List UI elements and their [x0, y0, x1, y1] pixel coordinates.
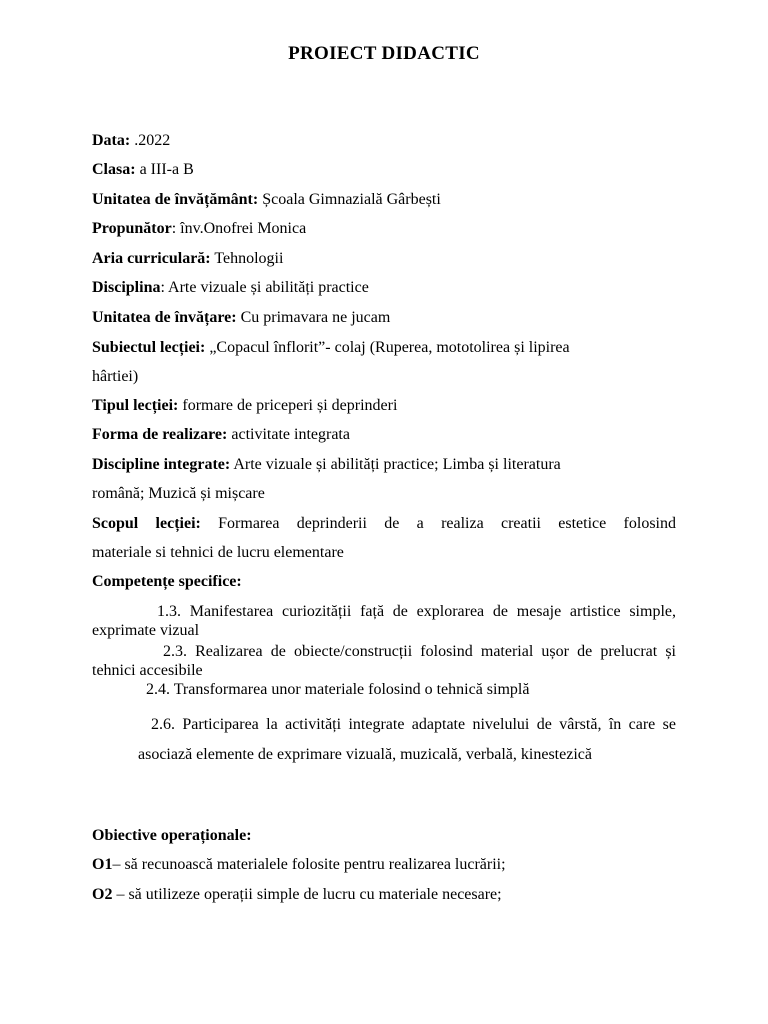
- field-aria-value: Tehnologii: [210, 250, 284, 267]
- field-data-value: .2022: [130, 132, 171, 149]
- field-unitatea-invatare: [92, 309, 390, 327]
- competenta-item: 2.3. Realizarea de obiecte/construcții folosind material ușor de prelucrat și tehnici accesibile: [92, 643, 676, 679]
- field-unitatea-invatamant: [92, 191, 441, 209]
- field-discipline-integrate-label: Discipline integrate:: [92, 456, 231, 473]
- obiectiv-text: – să utilizeze operații simple de lucru cu materiale necesare;: [112, 886, 502, 903]
- field-propunator-value: : înv.Onofrei Monica: [171, 220, 307, 237]
- field-tipul-label: Tipul lecției:: [92, 397, 179, 414]
- field-unitatea-invatare-label: Unitatea de învățare:: [92, 309, 237, 326]
- field-propunator-label: Propunător: [92, 220, 172, 237]
- field-disciplina: [92, 279, 369, 297]
- field-forma-label: Forma de realizare:: [92, 426, 228, 443]
- obiectiv-text: – să recunoască materialele folosite pentru realizarea lucrării;: [112, 856, 506, 873]
- field-forma: [92, 426, 350, 444]
- field-disciplina-value: : Arte vizuale și abilități practice: [160, 279, 369, 296]
- field-aria-label: Aria curriculară:: [92, 250, 211, 267]
- field-subiectul-value: „Copacul înflorit”- colaj (Ruperea, mototolirea și lipirea: [205, 339, 570, 356]
- field-clasa-value: a III-a B: [135, 161, 194, 178]
- competenta-item: 2.6. Participarea la activități integrate adaptate nivelului de vârstă, în care se asociază elemente de exprimare vizuală, muzicală, verbală, kinestezică: [138, 716, 676, 763]
- field-discipline-integrate-value: Arte vizuale și abilități practice; Limba și literatura: [230, 456, 561, 473]
- field-clasa-label: Clasa:: [92, 161, 136, 178]
- obiective-heading: Obiective operaționale:: [92, 827, 252, 844]
- field-propunator: [92, 220, 306, 238]
- field-unitatea-invatamant-label: Unitatea de învățământ:: [92, 191, 259, 208]
- field-discipline-integrate-cont: română; Muzică și mișcare: [92, 485, 265, 502]
- obiectiv-code: O2: [92, 886, 113, 903]
- field-discipline-integrate: [92, 456, 561, 474]
- field-tipul-value: formare de priceperi și deprinderi: [178, 397, 398, 414]
- competenta-item: 1.3. Manifestarea curiozității față de explorarea de mesaje artistice simple, exprimate vizual: [92, 603, 676, 639]
- obiectiv-item: [92, 856, 506, 874]
- competente-heading: Competențe specifice:: [92, 573, 242, 590]
- field-subiectul: [92, 339, 570, 357]
- field-disciplina-label: Disciplina: [92, 279, 161, 296]
- field-data-label: Data:: [92, 132, 131, 149]
- field-aria: [92, 250, 283, 268]
- obiectiv-code: O1: [92, 856, 113, 873]
- field-data: [92, 132, 170, 150]
- field-unitatea-invatare-value: Cu primavara ne jucam: [236, 309, 391, 326]
- field-scopul: [92, 515, 676, 533]
- page-title: PROIECT DIDACTIC: [288, 43, 480, 64]
- competenta-item: 2.4. Transformarea unor materiale folosind o tehnică simplă: [146, 681, 530, 698]
- field-scopul-value: Formarea deprinderii de a realiza creatii estetice folosind: [200, 515, 676, 532]
- field-subiectul-label: Subiectul lecției:: [92, 339, 206, 356]
- field-subiectul-cont: hârtiei): [92, 368, 139, 385]
- field-tipul: [92, 397, 397, 415]
- field-unitatea-invatamant-value: Școala Gimnazială Gârbești: [258, 191, 441, 208]
- field-clasa: [92, 161, 194, 179]
- field-scopul-cont: materiale si tehnici de lucru elementare: [92, 544, 344, 561]
- field-scopul-label: Scopul lecției:: [92, 515, 201, 532]
- obiectiv-item: [92, 886, 502, 904]
- field-forma-value: activitate integrata: [227, 426, 350, 443]
